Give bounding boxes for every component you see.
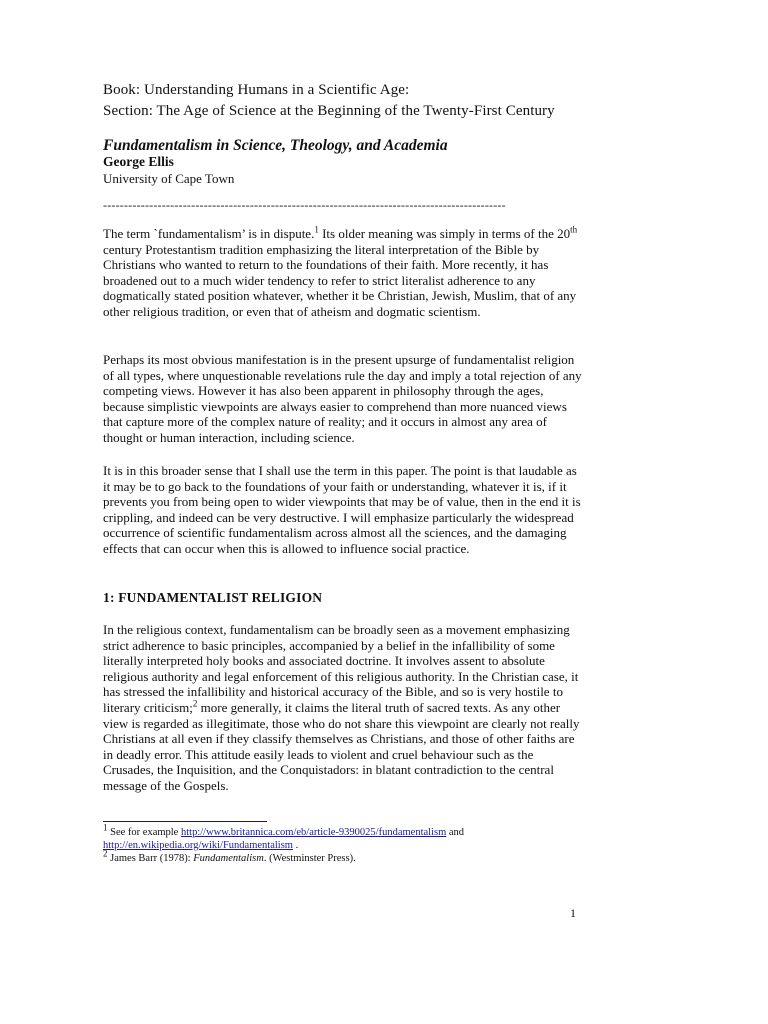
footnote-2-end: . (Westminster Press). <box>263 853 356 864</box>
paragraph-3 <box>103 463 583 557</box>
footnote-2-title: Fundamentalism <box>193 853 264 864</box>
footnote-separator <box>103 821 267 822</box>
britannica-link[interactable]: http://www.britannica.com/eb/article-9390025/fundamentalism <box>180 827 447 838</box>
page-number: 1 <box>570 906 576 920</box>
ordinal-suffix: th <box>570 224 578 235</box>
paragraph-1-text-c: century Protestantism tradition emphasizing the literal interpretation of the Bible by Christians who wanted to return to the foundations of their faith. More recently, it has broadened out to a much wider tendency to refer to strict literalist adherence to any dogmatically stated position whatever, whether it be Christian, Jewish, Muslim, that of any other religious tradition, or even that of atheism and dogmatic scientism. <box>103 241 577 319</box>
footnote-2-text: James Barr (1978): <box>107 853 194 864</box>
footnote-2 <box>103 848 583 865</box>
paragraph-1 <box>103 226 583 320</box>
paragraph-4 <box>103 622 583 794</box>
author-affiliation: University of Cape Town <box>103 171 235 186</box>
footnote-ref-2[interactable]: 2 <box>192 698 198 709</box>
wikipedia-link[interactable]: http://en.wikipedia.org/wiki/Fundamentalism <box>103 840 293 851</box>
paragraph-1-text-a: The term `fundamentalism’ is in dispute. <box>103 226 315 241</box>
paragraph-4-text-a: In the religious context, fundamentalism can be broadly seen as a movement emphasizing strict adherence to basic principles, accompanied by a belief in the infallibility of some literally interpreted holy books and associated doctrine. It involves assent to absolute religious authority and legal enforcement of this religious authority. In the Christian case, it has stressed the infallibility and historical accuracy of the Bible, and so is very hostile to literary criticism; <box>103 622 579 715</box>
footnote-1 <box>103 822 583 852</box>
paper-title: Fundamentalism in Science, Theology, and Academia <box>103 137 448 154</box>
paragraph-4-text-b: more generally, it claims the literal truth of sacred texts. As any other view is regarded as illegitimate, those who do not share this viewpoint are clearly not really Christians at all even if they classify themselves as Christians, and those of other faiths are in deadly error. This attitude easily leads to violent and cruel behaviour such as the Crusades, the Inquisition, and the Conquistadors: in blatant contradiction to the central message of the Gospels. <box>103 699 580 793</box>
book-header <box>103 80 555 122</box>
author-name: George Ellis <box>103 154 174 169</box>
footnote-1-text: See for example <box>107 827 181 838</box>
paragraph-2 <box>103 352 583 446</box>
footnote-1-mark: 1 <box>103 822 108 833</box>
footnote-1-and: and <box>446 827 465 838</box>
section-heading: 1: FUNDAMENTALIST RELIGION <box>103 590 323 605</box>
footnote-ref-1[interactable]: 1 <box>314 224 319 235</box>
section-line: Section: The Age of Science at the Beginning of the Twenty-First Century <box>103 103 555 119</box>
paragraph-1-text-b: Its older meaning was simply in terms of the 20 <box>318 226 571 241</box>
paragraph-2-text: Perhaps its most obvious manifestation is in the present upsurge of fundamentalist religion of all types, where unquestionable revelations rule the day and imply a total rejection of any competing views. However it has also been apparent in philosophy through the ages, because simplistic viewpoints are always easier to comprehend than more nuanced views that capture more of the complex nature of reality; and it occurs in almost any area of thought or human interaction, including science. <box>103 352 582 445</box>
divider-line: ------------------------------------------------------------------------------------------------ <box>103 198 506 212</box>
book-line: Book: Understanding Humans in a Scientific Age: <box>103 82 410 98</box>
footnote-2-mark: 2 <box>103 848 108 859</box>
paragraph-3-text: It is in this broader sense that I shall use the term in this paper. The point is that laudable as it may be to go back to the foundations of your faith or understanding, whatever it is, if it prevents you from being open to wider viewpoints that may be of value, then in the end it is crippling, and indeed can be very destructive. I will emphasize particularly the widespread occurrence of scientific fundamentalism across almost all the sciences, and the damaging effects that can occur when this is allowed to influence social practice. <box>103 463 581 556</box>
footnote-1-end: . <box>292 840 299 851</box>
footnotes <box>103 822 583 865</box>
